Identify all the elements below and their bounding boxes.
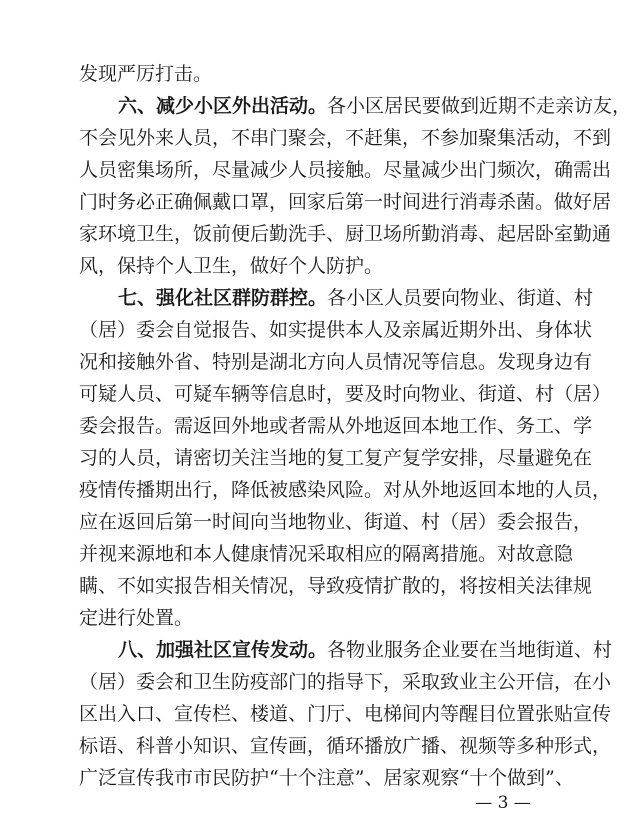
section7-text: 各小区人员要向物业、街道、村 [327, 287, 594, 309]
section7-heading: 七、强化社区群防群控。 [118, 287, 328, 309]
section6-heading: 六、减少小区外出活动。 [118, 95, 328, 117]
section7-line: 习的人员，请密切关注当地的复工复产复学安排，尽量避免在 [79, 447, 593, 469]
page-number: — 3 — [475, 793, 531, 813]
section6-first-line [118, 90, 631, 122]
section7-line: 疫情传播期出行，降低被感染风险。对从外地返回本地的人员， [79, 479, 612, 501]
section8-line: 广泛宣传我市市民防护“十个注意”、居家观察“十个做到”、 [79, 767, 574, 789]
section7-line: 定进行处置。 [79, 607, 194, 629]
section7-line: 并视来源地和本人健康情况采取相应的隔离措施。对故意隐 [79, 543, 574, 565]
section7-first-line [118, 282, 594, 314]
section8-heading: 八、加强社区宣传发动。 [118, 639, 328, 661]
section6-line: 门时务必正确佩戴口罩，回家后第一时间进行消毒杀菌。做好居 [79, 191, 612, 213]
section7-line: 瞒、不如实报告相关情况，导致疫情扩散的，将按相关法律规 [79, 575, 593, 597]
section8-line: 区出入口、宣传栏、楼道、门厅、电梯间内等醒目位置张贴宣传 [79, 703, 612, 725]
section6-line: 不会见外来人员，不串门聚会，不赶集，不参加聚集活动，不到 [79, 127, 612, 149]
section7-line: （居）委会自觉报告、如实提供本人及亲属近期外出、身体状 [79, 319, 593, 341]
intro-tail-line: 发现严厉打击。 [79, 63, 213, 85]
section6-line: 家环境卫生，饭前便后勤洗手、厨卫场所勤消毒、起居卧室勤通 [79, 223, 612, 245]
section8-line: 标语、科普小知识、宣传画，循环播放广播、视频等多种形式， [79, 735, 612, 757]
section6-line: 人员密集场所，尽量减少人员接触。尽量减少出门频次，确需出 [79, 159, 612, 181]
section6-text: 各小区居民要做到近期不走亲访友， [327, 95, 631, 117]
section7-line: 委会报告。需返回外地或者需从外地返回本地工作、务工、学 [79, 415, 593, 437]
section8-text: 各物业服务企业要在当地街道、村 [327, 639, 613, 661]
section7-line: 况和接触外省、特别是湖北方向人员情况等信息。发现身边有 [79, 351, 593, 373]
section8-first-line [118, 634, 613, 666]
section7-line: 应在返回后第一时间向当地物业、街道、村（居）委会报告， [79, 511, 593, 533]
section7-line: 可疑人员、可疑车辆等信息时，要及时向物业、街道、村（居） [79, 383, 612, 405]
section6-line: 风，保持个人卫生，做好个人防护。 [79, 255, 384, 277]
section8-line: （居）委会和卫生防疫部门的指导下，采取致业主公开信，在小 [79, 671, 612, 693]
